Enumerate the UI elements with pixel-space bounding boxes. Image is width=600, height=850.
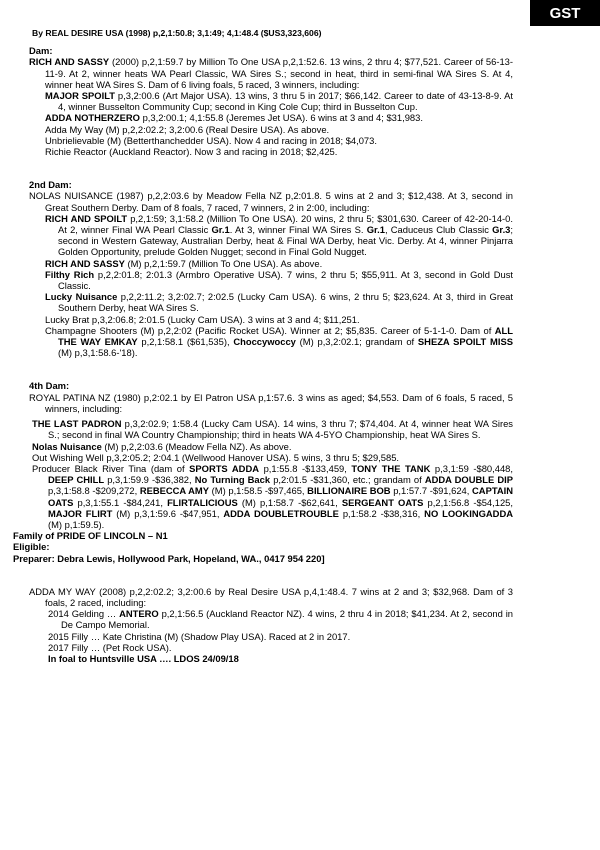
foal-text: p,2,1:58.1 ($61,535), xyxy=(137,336,234,348)
pedigree-document xyxy=(13,28,513,664)
progeny-name: FLIRTALICIOUS xyxy=(167,496,238,508)
foal-text: (M) p,3,2:02.1; grandam of xyxy=(295,336,418,348)
foal-text: p,3,1:58.8 -$209,272, xyxy=(48,485,140,497)
foal-name: RICH AND SPOILT xyxy=(45,212,128,224)
group-race-grade: Gr.1 xyxy=(211,224,230,236)
second-dam-foal-entry xyxy=(45,213,513,258)
foal-text: p,2,2:01.8; 2:01.3 (Armbro Operative USA). 7 wins, 2 thru 5; $55,911. At 3, second in Gold Dust Classic. xyxy=(58,268,513,292)
progeny-name: NO LOOKINGADDA xyxy=(424,507,513,519)
foal-text: (M) p,1:58.7 -$62,641, xyxy=(237,496,342,508)
foal-text: 2014 Gelding … xyxy=(48,608,120,620)
progeny-entry xyxy=(48,608,513,630)
foal-text: p,3,2:00.1; 4,1:55.8 (Jeremes Jet USA). 6 wins at 3 and 4; $31,983. xyxy=(139,112,423,124)
foal-text: p,3,2:02.9; 1:58.4 (Lucky Cam USA). 14 wins, 3 thru 7; $74,404. At 4, winner heat WA Sires S.; second in final WA Country Championship; third in heats WA 4-5YO Championship, heat WA Sires S. xyxy=(48,418,513,441)
foal-text: (M) p,3,1:58.6-'18). xyxy=(58,347,138,359)
foal-name: Lucky Nuisance xyxy=(45,291,118,303)
foal-text: . At 3, winner Final WA Sires S. xyxy=(229,224,367,236)
dam-main-entry xyxy=(29,56,513,90)
foal-text: p,1:55.8 -$133,459, xyxy=(259,462,352,474)
fourth-dam-main-entry: ROYAL PATINA NZ (1980) p,2:02.1 by El Patron USA p,1:57.6. 3 wins as aged; $4,553. Dam of 6 foals, 5 raced, 5 winners, including: xyxy=(29,391,513,414)
progeny-name: ADDA DOUBLE DIP xyxy=(424,474,513,486)
foal-text: p,2,1:56.5 (Auckland Reactor NZ). 4 wins, 2 thru 4 in 2018; $41,234. At 2, second in De Campo Memorial. xyxy=(61,608,513,631)
second-dam-foal-entry xyxy=(45,325,513,359)
second-dam-foal-entry xyxy=(45,258,513,269)
foal-name: ADDA NOTHERZERO xyxy=(45,112,140,124)
foal-name: Filthy Rich xyxy=(45,268,95,280)
fourth-dam-foal-entry xyxy=(32,418,513,440)
second-dam-foal-entry xyxy=(45,269,513,291)
progeny-name: SERGEANT OATS xyxy=(341,496,424,508)
foal-text: Champagne Shooters (M) p,2,2:02 (Pacific Rocket USA). Winner at 2; $5,835. Career of 5-1-1-0. Dam of xyxy=(45,324,495,336)
foal-text: p,1:57.7 -$91,624, xyxy=(390,485,473,497)
progeny-entry: 2015 Filly … Kate Christina (M) (Shadow Play USA). Raced at 2 in 2017. xyxy=(48,630,351,642)
progeny-name: SPORTS ADDA xyxy=(189,462,259,474)
eligible-line: Eligible: xyxy=(13,541,50,553)
foal-text: (M) p,1:59.5). xyxy=(48,518,105,530)
progeny-name: REBECCA AMY xyxy=(139,485,209,497)
progeny-name: No Turning Back xyxy=(194,474,271,486)
foal-text: p,2,2:11.2; 3,2:02.7; 2:02.5 (Lucky Cam USA). 6 wins, 2 thru 5; $23,624. At 3, third in Great Southern Derby, heat WA Sires S. xyxy=(58,291,513,314)
foal-text: p,1:58.2 -$38,316, xyxy=(338,507,425,519)
progeny-entry: 2017 Filly … (Pet Rock USA). xyxy=(48,641,172,653)
second-dam-label: 2nd Dam: xyxy=(29,179,72,191)
gst-badge: GST xyxy=(530,0,600,26)
foal-text: (M) p,1:58.5 -$97,465, xyxy=(209,485,308,497)
dam-foal-entry: Unbrielievable (M) (Betterthanchedder USA). Now 4 and racing in 2018; $4,073. xyxy=(45,134,377,146)
family-line: Family of PRIDE OF LINCOLN – N1 xyxy=(13,530,168,542)
foal-text: p,3,2:00.6 (Art Major USA). 13 wins, 3 thru 5 in 2017; $66,142. Career to date of 43-13-8-9. At 4, winner Busselton Community Cup; second in King Cole Cup; third in Busselton Cup. xyxy=(58,90,513,113)
progeny-name: ADDA DOUBLETROUBLE xyxy=(223,507,339,519)
fourth-dam-foal-entry: Out Wishing Well p,3,2:05.2; 2:04.1 (Wellwood Hanover USA). 5 wins, 3 thru 5; $29,585. xyxy=(32,451,400,463)
foal-text: p,3,1:59.9 -$36,382, xyxy=(104,474,195,486)
foal-text: p,2,1:56.8 -$54,125, xyxy=(423,496,513,508)
foal-text: p,3,1:59 -$80,448, xyxy=(430,462,513,474)
foal-text: p,3,1:55.1 -$84,241, xyxy=(73,496,168,508)
second-dam-foal-entry xyxy=(45,291,513,313)
foal-text: p,2:01.5 -$31,360, etc.; grandam of xyxy=(270,474,425,486)
dam-foal-entry xyxy=(45,112,513,123)
second-dam-main-entry: NOLAS NUISANCE (1987) p,2,2:03.6 by Meadow Fella NZ p,2:01.8. 5 wins at 2 and 3; $12,438. At 3, second in Great Southern Derby. Dam of 8 foals, 7 raced, 7 winners, 2 in 2:00, including: xyxy=(29,190,513,213)
dam-label: Dam: xyxy=(29,45,53,57)
foal-text: (M) p,2,1:59.7 (Million To One USA). As above. xyxy=(124,257,323,269)
adda-my-way-entry: ADDA MY WAY (2008) p,2,2:02.2; 3,2:00.6 by Real Desire USA p,4,1:48.4. 7 wins at 2 and 3; $32,968. Dam of 3 foals, 2 raced, including: xyxy=(29,585,513,608)
dam-foal-entry xyxy=(45,90,513,112)
dam-name: RICH AND SASSY xyxy=(29,56,110,68)
foal-name: RICH AND SASSY xyxy=(45,257,125,269)
group-race-grade: Gr.1 xyxy=(366,224,385,236)
fourth-dam-foal-entry xyxy=(32,441,513,452)
in-foal-line: In foal to Huntsville USA …. LDOS 24/09/18 xyxy=(48,652,239,664)
foal-text: p,2,1:59; 3,1:58.2 (Million To One USA). 20 wins, 2 thru 5; $301,630. Career of 42-20-14-0. At 2, winner Final WA Pearl Classic xyxy=(58,212,513,236)
fourth-dam-label: 4th Dam: xyxy=(29,380,70,392)
dam-main-text: (2000) p,2,1:59.7 by Million To One USA p,2,1:52.6. 13 wins, 2 thru 4; $77,521. Career of 56-13-11-9. At 2, winner heats WA Pearl Classic, WA Sires S.; second in heat, third in semi-final WA Sires S. At 4, winner heat WA Sires S. Dam of 6 living foals, 5 raced, 3 winners, including: xyxy=(45,56,513,90)
preparer-line: Preparer: Debra Lewis, Hollywood Park, Hopeland, WA., 0417 954 220] xyxy=(13,552,325,564)
progeny-name: CAPTAIN OATS xyxy=(48,485,513,508)
progeny-name: TONY THE TANK xyxy=(351,462,431,474)
foal-text: Producer Black River Tina (dam of xyxy=(32,462,190,474)
progeny-name: MAJOR FLIRT xyxy=(48,507,113,519)
progeny-name: ALL THE WAY EMKAY xyxy=(58,324,513,348)
foal-name: ANTERO xyxy=(119,608,159,620)
foal-text: , Caduceus Club Classic xyxy=(384,224,493,236)
dam-foal-entry: Adda My Way (M) p,2,2:02.2; 3,2:00.6 (Real Desire USA). As above. xyxy=(45,123,330,135)
group-race-grade: Gr.3 xyxy=(492,224,511,236)
foal-name: MAJOR SPOILT xyxy=(45,90,115,102)
progeny-name: BILLIONAIRE BOB xyxy=(307,485,391,497)
fourth-dam-producer-entry xyxy=(32,463,513,530)
progeny-name: Choccywoccy xyxy=(233,336,296,348)
progeny-name: SHEZA SPOILT MISS xyxy=(417,336,513,348)
foal-text: (M) p,3,1:59.6 -$47,951, xyxy=(112,507,224,519)
sire-header: By REAL DESIRE USA (1998) p,2,1:50.8; 3,1:49; 4,1:48.4 ($US3,323,606) xyxy=(32,28,322,38)
foal-name: THE LAST PADRON xyxy=(32,418,122,430)
second-dam-foal-entry: Lucky Brat p,3,2:06.8; 2:01.5 (Lucky Cam USA). 3 wins at 3 and 4; $11,251. xyxy=(45,313,360,325)
dam-foal-entry: Richie Reactor (Auckland Reactor). Now 3 and racing in 2018; $2,425. xyxy=(45,146,338,158)
foal-text: ; second in Western Gateway, Australian Derby, heat & Final WA Derby, heat Vic. Derby. At 4, winner Pinjarra Golden Opportunity, prelude Golden Nugget; second in Final Gold Nugget. xyxy=(58,224,513,258)
foal-name: Nolas Nuisance xyxy=(32,440,102,452)
progeny-name: DEEP CHILL xyxy=(48,474,105,486)
foal-text: (M) p,2,2:03.6 (Meadow Fella NZ). As above. xyxy=(101,440,292,452)
